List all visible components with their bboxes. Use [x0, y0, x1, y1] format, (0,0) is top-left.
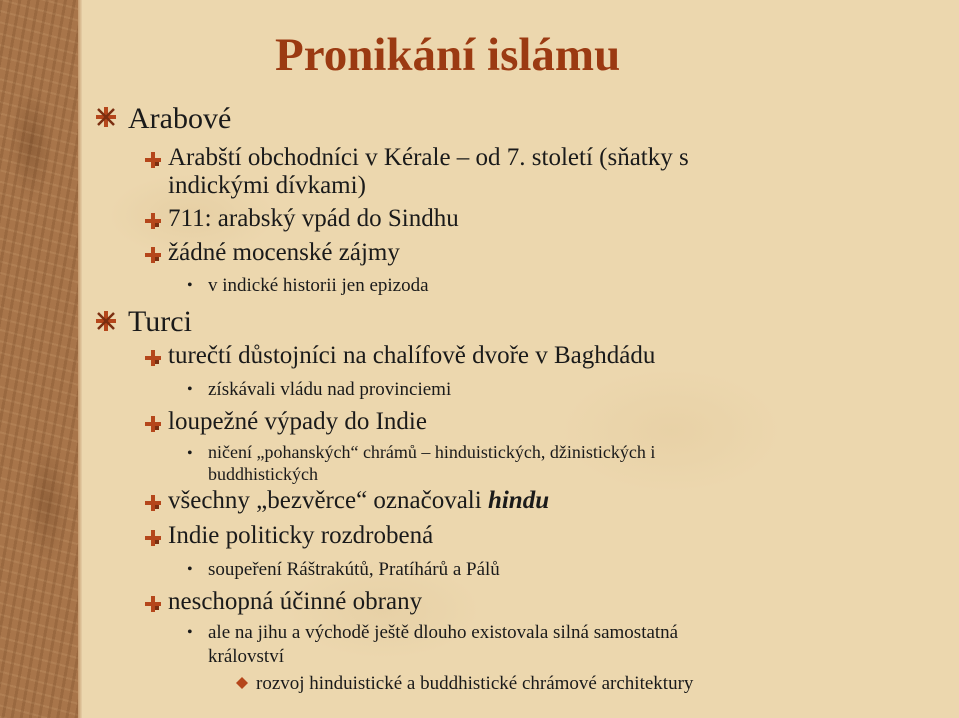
list-item [168, 488, 549, 513]
sub-list-item: získávali vládu nad provinciemi [208, 379, 452, 400]
list-item: Indie politicky rozdrobená [168, 522, 434, 549]
bullet-dot: • [187, 624, 193, 641]
small-cross-icon [145, 495, 161, 511]
bullet-dot: • [187, 445, 193, 462]
small-cross-icon [145, 247, 161, 263]
list-item: Arabští obchodníci v Kérale – od 7. století (sňatky s [168, 144, 689, 171]
asterisk-cross-icon [96, 107, 116, 127]
diamond-icon [236, 677, 248, 689]
small-cross-icon [145, 416, 161, 432]
heading-turci: Turci [128, 305, 192, 338]
small-cross-icon [145, 152, 161, 168]
small-cross-icon [145, 213, 161, 229]
small-cross-icon [145, 350, 161, 366]
heading-arabove: Arabové [128, 102, 232, 135]
list-item: loupežné výpady do Indie [168, 408, 427, 435]
sub-list-item: soupeření Ráštrakútů, Pratíhárů a Pálů [208, 559, 500, 580]
list-item: neschopná účinné obrany [168, 588, 423, 615]
list-item: žádné mocenské zájmy [168, 239, 400, 266]
small-cross-icon [145, 530, 161, 546]
sub-list-item-continuation: buddhistických [208, 464, 318, 484]
list-item: 711: arabský vpád do Sindhu [168, 205, 459, 232]
sub-list-item: v indické historii jen epizoda [208, 275, 429, 296]
sub-list-item-continuation: království [208, 646, 284, 667]
bullet-dot: • [187, 381, 193, 398]
sub-sub-list-item: rozvoj hinduistické a buddhistické chrámové architektury [256, 673, 694, 694]
strip-edge [78, 0, 82, 718]
sub-list-item: ničení „pohanských“ chrámů – hinduistických, džinistických i [208, 442, 656, 462]
asterisk-cross-icon [96, 311, 116, 331]
slide-title: Pronikání islámu [275, 29, 621, 81]
bullet-dot: • [187, 277, 193, 294]
small-cross-icon [145, 596, 161, 612]
wood-texture-strip [0, 0, 78, 718]
list-item-text: všechny „bezvěrce“ označovali [168, 487, 488, 514]
list-item-continuation: indickými dívkami) [168, 172, 366, 199]
sub-list-item: ale na jihu a východě ještě dlouho existovala silná samostatná [208, 622, 679, 643]
emphasis-hindu: hindu [487, 487, 550, 514]
bullet-dot: • [187, 561, 193, 578]
list-item: turečtí důstojníci na chalífově dvoře v Baghdádu [168, 342, 656, 369]
